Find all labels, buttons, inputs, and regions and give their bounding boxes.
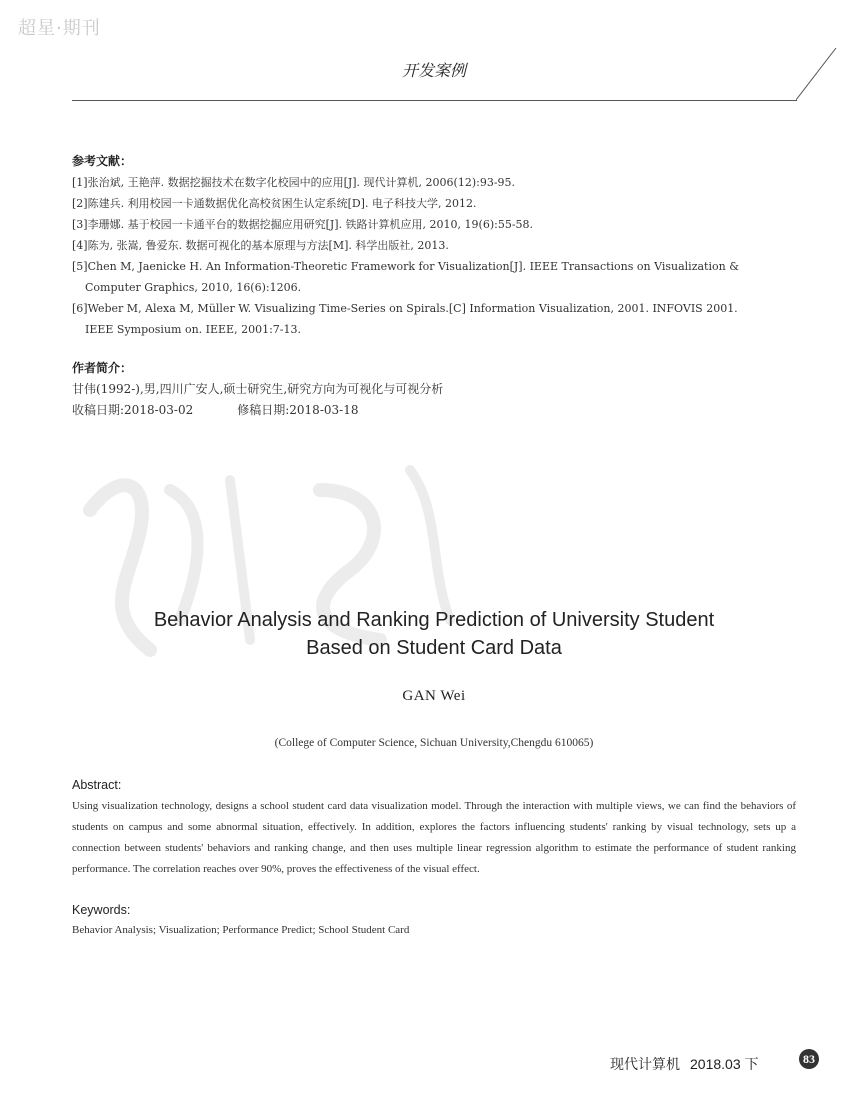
reference-item	[72, 298, 812, 340]
keywords-heading: Keywords:	[72, 903, 131, 917]
english-affiliation: (College of Computer Science, Sichuan University,Chengdu 610065)	[274, 737, 594, 749]
reference-item	[72, 193, 812, 214]
reference-text: [2]陈建兵. 利用校园一卡通数据优化高校贫困生认定系统[D]. 电子科技大学, 2012.	[72, 197, 477, 210]
abstract-text: Using visualization technology, designs a school student card data visualization model. Through the interaction with multiple views, we can find the behaviors of students on campus and some abnormal situation, effectively. In addition, explores the factors influencing students' ranking by visual technology, sets up a connection between students' behaviors and ranking change, and then uses multiple linear regression algorithm to estimate the performance of student ranking performance. The correlation reaches over 90%, proves the effectiveness of the visual effect.	[72, 800, 796, 875]
reference-item	[72, 235, 812, 256]
reference-item	[72, 172, 812, 193]
watermark-logo: 超星·期刊	[18, 18, 101, 39]
references-heading: 参考文献：	[72, 154, 133, 168]
keywords-text: Behavior Analysis; Visualization; Performance Predict; School Student Card	[72, 924, 410, 936]
page-number-badge: 83	[799, 1049, 819, 1069]
author-bio: 甘伟(1992-),男,四川广安人,硕士研究生,研究方向为可视化与可视分析	[72, 382, 444, 396]
reference-text: [5]Chen M, Jaenicke H. An Information-Theoretic Framework for Visualization[J]. IEEE Transactions on Visualization &	[72, 260, 739, 273]
manuscript-dates	[72, 400, 812, 421]
header-rule	[72, 100, 797, 101]
reference-text-continued: IEEE Symposium on. IEEE, 2001:7-13.	[85, 323, 301, 336]
received-date: 收稿日期:2018-03-02	[72, 403, 194, 417]
reference-text: [3]李珊娜. 基于校园一卡通平台的数据挖掘应用研究[J]. 铁路计算机应用, 2010, 19(6):55-58.	[72, 218, 534, 231]
reference-text: [4]陈为, 张嵩, 鲁爱东. 数据可视化的基本原理与方法[M]. 科学出版社, 2013.	[72, 239, 449, 252]
reference-text: [6]Weber M, Alexa M, Müller W. Visualizing Time-Series on Spirals.[C] Information Visualization, 2001. INFOVIS 2001.	[72, 302, 738, 315]
english-author: GAN Wei	[402, 688, 466, 704]
journal-name: 现代计算机	[610, 1057, 680, 1073]
author-info-heading: 作者简介：	[72, 361, 133, 375]
journal-issue: 2018.03 下	[690, 1056, 759, 1072]
reference-item	[72, 214, 812, 235]
author-info-section	[72, 358, 812, 421]
reference-text-continued: Computer Graphics, 2010, 16(6):1206.	[85, 281, 302, 294]
abstract-heading: Abstract:	[72, 778, 122, 792]
english-title-line2: Based on Student Card Data	[306, 637, 562, 659]
footer-journal	[610, 1054, 759, 1074]
header-diagonal-line	[796, 48, 864, 101]
references-section	[72, 151, 812, 340]
reference-item	[72, 256, 812, 298]
english-title	[0, 606, 868, 662]
revised-date: 修稿日期:2018-03-18	[237, 403, 359, 417]
section-title: 开发案例	[401, 61, 466, 80]
english-title-line1: Behavior Analysis and Ranking Prediction of University Student	[153, 609, 715, 631]
reference-text: [1]张治斌, 王艳萍. 数据挖掘技术在数字化校园中的应用[J]. 现代计算机, 2006(12):93-95.	[72, 176, 516, 189]
